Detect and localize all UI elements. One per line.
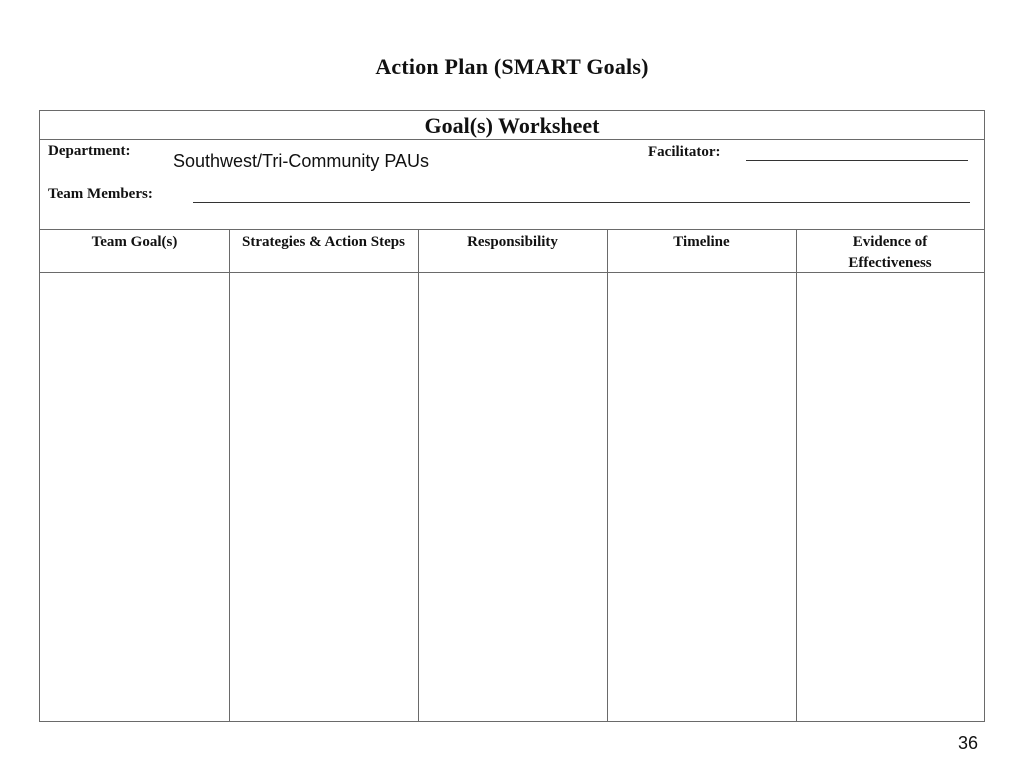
column-header-responsibility: Responsibility xyxy=(467,234,558,250)
slide-title: Action Plan (SMART Goals) xyxy=(375,54,649,79)
column-header-row xyxy=(40,230,984,273)
team-members-blank-line[interactable] xyxy=(193,202,970,203)
column-header-timeline: Timeline xyxy=(673,234,730,250)
facilitator-blank-line[interactable] xyxy=(746,160,968,161)
column-header-strategies: Strategies & Action Steps xyxy=(242,234,405,250)
evidence-cell[interactable] xyxy=(797,273,984,721)
page-number: 36 xyxy=(957,733,978,753)
responsibility-cell[interactable] xyxy=(419,273,607,721)
facilitator-label: Facilitator: xyxy=(648,144,721,160)
team-members-label: Team Members: xyxy=(48,186,153,202)
team-goals-cell[interactable] xyxy=(40,273,229,721)
department-label: Department: xyxy=(48,143,131,159)
strategies-cell[interactable] xyxy=(230,273,418,721)
department-value[interactable]: Southwest/Tri-Community PAUs xyxy=(173,151,430,171)
column-header-evidence: Evidence of Effectiveness xyxy=(848,234,932,271)
worksheet-title: Goal(s) Worksheet xyxy=(40,111,984,140)
goals-worksheet-table xyxy=(39,110,985,722)
column-header-team-goals: Team Goal(s) xyxy=(91,234,178,250)
timeline-cell[interactable] xyxy=(608,273,796,721)
